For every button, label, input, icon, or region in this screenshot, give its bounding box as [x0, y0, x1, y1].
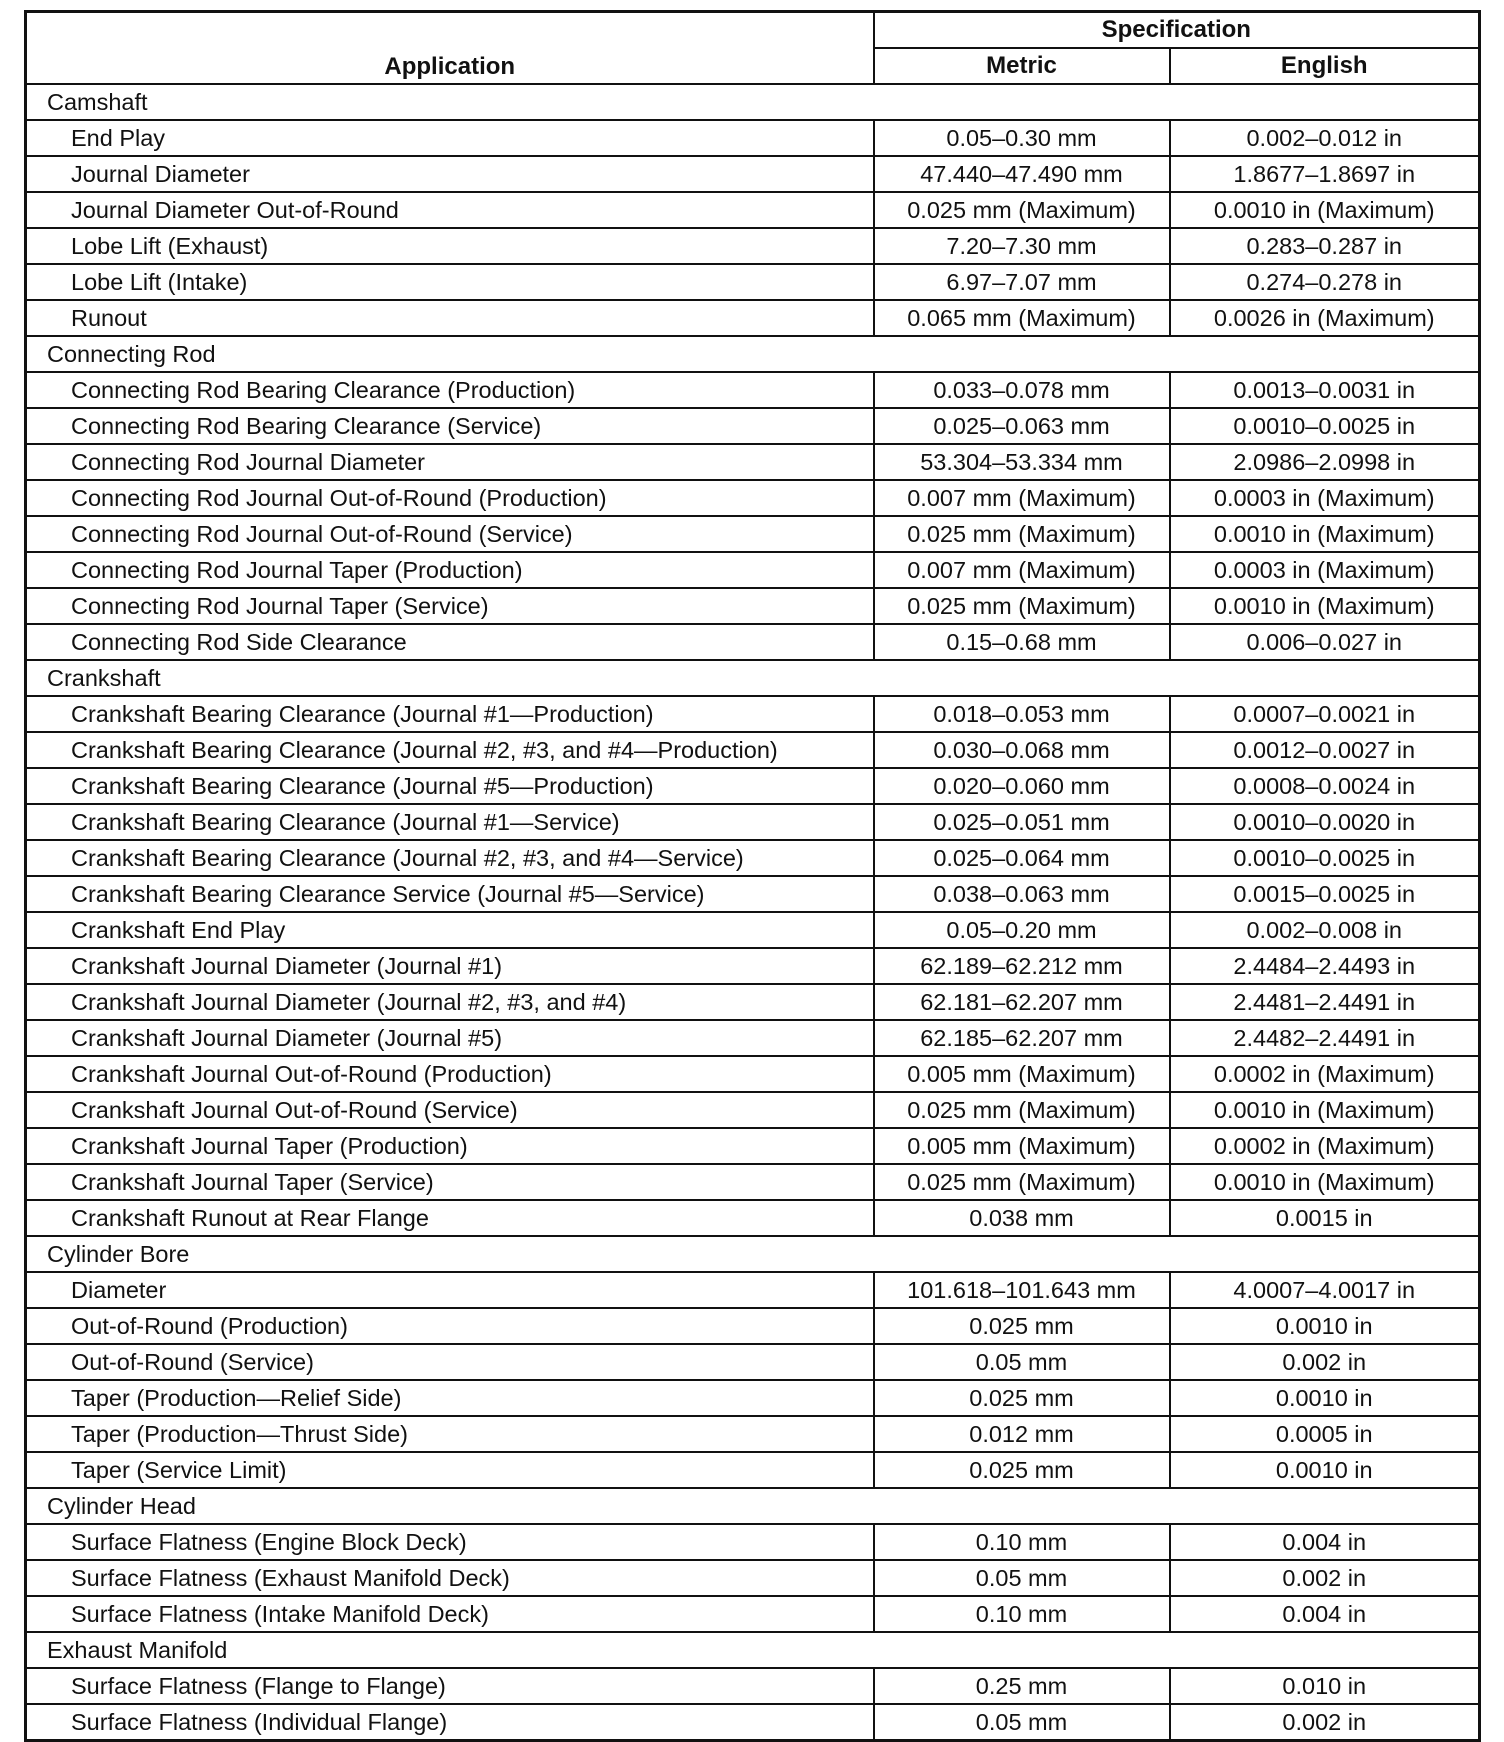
application-cell: Connecting Rod Journal Taper (Service) [26, 588, 874, 624]
table-row [26, 1128, 1480, 1164]
application-cell: Lobe Lift (Intake) [26, 264, 874, 300]
application-cell: Crankshaft End Play [26, 912, 874, 948]
metric-cell: 0.025 mm [874, 1380, 1170, 1416]
table-row [26, 1596, 1480, 1632]
english-cell: 0.283–0.287 in [1170, 228, 1480, 264]
english-cell: 0.006–0.027 in [1170, 624, 1480, 660]
english-cell: 0.0010–0.0025 in [1170, 840, 1480, 876]
metric-cell: 0.05–0.30 mm [874, 120, 1170, 156]
metric-cell: 0.007 mm (Maximum) [874, 552, 1170, 588]
metric-cell: 0.025 mm (Maximum) [874, 1092, 1170, 1128]
section-title: Exhaust Manifold [26, 1632, 1480, 1668]
application-cell: Journal Diameter Out-of-Round [26, 192, 874, 228]
table-row [26, 552, 1480, 588]
metric-cell: 0.005 mm (Maximum) [874, 1056, 1170, 1092]
metric-cell: 0.065 mm (Maximum) [874, 300, 1170, 336]
table-row [26, 120, 1480, 156]
application-cell: Connecting Rod Bearing Clearance (Service) [26, 408, 874, 444]
application-cell: Connecting Rod Journal Out-of-Round (Service) [26, 516, 874, 552]
metric-cell: 0.025–0.064 mm [874, 840, 1170, 876]
section-row [26, 1632, 1480, 1668]
table-row [26, 1668, 1480, 1704]
english-cell: 0.0003 in (Maximum) [1170, 480, 1480, 516]
english-cell: 0.002 in [1170, 1704, 1480, 1741]
metric-cell: 0.05 mm [874, 1704, 1170, 1741]
application-cell: Out-of-Round (Production) [26, 1308, 874, 1344]
application-cell: Connecting Rod Journal Taper (Production) [26, 552, 874, 588]
application-cell: Crankshaft Journal Taper (Service) [26, 1164, 874, 1200]
english-cell: 0.0012–0.0027 in [1170, 732, 1480, 768]
application-cell: Crankshaft Journal Out-of-Round (Production) [26, 1056, 874, 1092]
application-cell: Surface Flatness (Individual Flange) [26, 1704, 874, 1741]
metric-cell: 0.007 mm (Maximum) [874, 480, 1170, 516]
application-cell: Journal Diameter [26, 156, 874, 192]
metric-cell: 6.97–7.07 mm [874, 264, 1170, 300]
metric-cell: 0.025 mm [874, 1308, 1170, 1344]
table-row [26, 912, 1480, 948]
table-body [26, 84, 1480, 1741]
english-cell: 0.0010 in [1170, 1380, 1480, 1416]
english-cell: 0.0003 in (Maximum) [1170, 552, 1480, 588]
application-cell: Connecting Rod Journal Diameter [26, 444, 874, 480]
application-cell: Taper (Service Limit) [26, 1452, 874, 1488]
table-row [26, 444, 1480, 480]
application-cell: Lobe Lift (Exhaust) [26, 228, 874, 264]
application-header: Application [26, 12, 874, 85]
table-row [26, 1452, 1480, 1488]
section-row [26, 660, 1480, 696]
metric-cell: 62.185–62.207 mm [874, 1020, 1170, 1056]
metric-cell: 0.025–0.063 mm [874, 408, 1170, 444]
english-cell: 2.0986–2.0998 in [1170, 444, 1480, 480]
metric-cell: 62.181–62.207 mm [874, 984, 1170, 1020]
metric-cell: 0.10 mm [874, 1596, 1170, 1632]
table-row [26, 192, 1480, 228]
english-cell: 0.0010 in [1170, 1452, 1480, 1488]
table-row [26, 1380, 1480, 1416]
table-row [26, 1200, 1480, 1236]
metric-cell: 0.05 mm [874, 1344, 1170, 1380]
application-cell: Crankshaft Bearing Clearance (Journal #1—Service) [26, 804, 874, 840]
metric-cell: 0.018–0.053 mm [874, 696, 1170, 732]
english-cell: 0.004 in [1170, 1596, 1480, 1632]
english-cell: 0.0026 in (Maximum) [1170, 300, 1480, 336]
table-row [26, 1344, 1480, 1380]
table-row [26, 624, 1480, 660]
english-cell: 0.004 in [1170, 1524, 1480, 1560]
section-title: Cylinder Bore [26, 1236, 1480, 1272]
application-cell: Crankshaft Journal Diameter (Journal #1) [26, 948, 874, 984]
application-cell: Crankshaft Bearing Clearance (Journal #2, #3, and #4—Production) [26, 732, 874, 768]
metric-cell: 0.033–0.078 mm [874, 372, 1170, 408]
english-cell: 0.002 in [1170, 1560, 1480, 1596]
table-row [26, 480, 1480, 516]
metric-cell: 0.025 mm (Maximum) [874, 1164, 1170, 1200]
metric-cell: 0.025 mm (Maximum) [874, 516, 1170, 552]
english-cell: 0.0005 in [1170, 1416, 1480, 1452]
metric-cell: 0.10 mm [874, 1524, 1170, 1560]
table-row [26, 1560, 1480, 1596]
table-row [26, 948, 1480, 984]
section-row [26, 336, 1480, 372]
section-title: Cylinder Head [26, 1488, 1480, 1524]
table-row [26, 1272, 1480, 1308]
application-cell: Crankshaft Journal Diameter (Journal #2, #3, and #4) [26, 984, 874, 1020]
application-cell: Runout [26, 300, 874, 336]
section-title: Camshaft [26, 84, 1480, 120]
table-row [26, 1056, 1480, 1092]
section-row [26, 1488, 1480, 1524]
table-row [26, 1308, 1480, 1344]
application-cell: Taper (Production—Thrust Side) [26, 1416, 874, 1452]
table-row [26, 228, 1480, 264]
table-row [26, 984, 1480, 1020]
metric-cell: 0.25 mm [874, 1668, 1170, 1704]
english-cell: 0.0010 in (Maximum) [1170, 1164, 1480, 1200]
table-row [26, 264, 1480, 300]
application-cell: End Play [26, 120, 874, 156]
english-cell: 2.4484–2.4493 in [1170, 948, 1480, 984]
application-cell: Surface Flatness (Engine Block Deck) [26, 1524, 874, 1560]
english-cell: 0.002–0.012 in [1170, 120, 1480, 156]
application-cell: Diameter [26, 1272, 874, 1308]
metric-header: Metric [874, 48, 1170, 84]
english-cell: 0.0007–0.0021 in [1170, 696, 1480, 732]
metric-cell: 0.038–0.063 mm [874, 876, 1170, 912]
english-cell: 0.0010–0.0025 in [1170, 408, 1480, 444]
section-row [26, 84, 1480, 120]
table-row [26, 300, 1480, 336]
application-cell: Crankshaft Bearing Clearance Service (Journal #5—Service) [26, 876, 874, 912]
metric-cell: 0.05 mm [874, 1560, 1170, 1596]
english-cell: 0.0002 in (Maximum) [1170, 1128, 1480, 1164]
application-cell: Crankshaft Journal Out-of-Round (Service) [26, 1092, 874, 1128]
english-cell: 0.0010 in (Maximum) [1170, 588, 1480, 624]
table-row [26, 1416, 1480, 1452]
english-cell: 0.002–0.008 in [1170, 912, 1480, 948]
table-row [26, 696, 1480, 732]
metric-cell: 0.012 mm [874, 1416, 1170, 1452]
application-cell: Crankshaft Bearing Clearance (Journal #2, #3, and #4—Service) [26, 840, 874, 876]
specification-header: Specification [874, 12, 1480, 49]
table-row [26, 408, 1480, 444]
english-cell: 2.4482–2.4491 in [1170, 1020, 1480, 1056]
application-cell: Connecting Rod Bearing Clearance (Production) [26, 372, 874, 408]
table-row [26, 588, 1480, 624]
english-cell: 1.8677–1.8697 in [1170, 156, 1480, 192]
application-cell: Surface Flatness (Exhaust Manifold Deck) [26, 1560, 874, 1596]
english-cell: 0.0010 in (Maximum) [1170, 192, 1480, 228]
specification-table [24, 10, 1481, 1742]
application-cell: Crankshaft Journal Diameter (Journal #5) [26, 1020, 874, 1056]
header-row-top [26, 12, 1480, 49]
english-cell: 0.0015 in [1170, 1200, 1480, 1236]
table-row [26, 1164, 1480, 1200]
english-cell: 4.0007–4.0017 in [1170, 1272, 1480, 1308]
application-cell: Connecting Rod Side Clearance [26, 624, 874, 660]
english-cell: 0.274–0.278 in [1170, 264, 1480, 300]
metric-cell: 0.020–0.060 mm [874, 768, 1170, 804]
application-cell: Surface Flatness (Intake Manifold Deck) [26, 1596, 874, 1632]
metric-cell: 47.440–47.490 mm [874, 156, 1170, 192]
metric-cell: 0.025 mm [874, 1452, 1170, 1488]
metric-cell: 62.189–62.212 mm [874, 948, 1170, 984]
metric-cell: 0.030–0.068 mm [874, 732, 1170, 768]
application-cell: Taper (Production—Relief Side) [26, 1380, 874, 1416]
table-row [26, 876, 1480, 912]
english-cell: 0.0013–0.0031 in [1170, 372, 1480, 408]
metric-cell: 0.15–0.68 mm [874, 624, 1170, 660]
table-header [26, 12, 1480, 85]
table-row [26, 1704, 1480, 1741]
english-cell: 0.010 in [1170, 1668, 1480, 1704]
english-cell: 0.0015–0.0025 in [1170, 876, 1480, 912]
english-cell: 0.0010–0.0020 in [1170, 804, 1480, 840]
metric-cell: 53.304–53.334 mm [874, 444, 1170, 480]
english-cell: 0.0010 in [1170, 1308, 1480, 1344]
table-row [26, 372, 1480, 408]
table-row [26, 804, 1480, 840]
section-row [26, 1236, 1480, 1272]
metric-cell: 101.618–101.643 mm [874, 1272, 1170, 1308]
metric-cell: 0.025 mm (Maximum) [874, 192, 1170, 228]
english-cell: 0.002 in [1170, 1344, 1480, 1380]
application-cell: Crankshaft Journal Taper (Production) [26, 1128, 874, 1164]
english-cell: 0.0010 in (Maximum) [1170, 1092, 1480, 1128]
application-cell: Connecting Rod Journal Out-of-Round (Production) [26, 480, 874, 516]
table-row [26, 1092, 1480, 1128]
table-row [26, 516, 1480, 552]
table-row [26, 732, 1480, 768]
metric-cell: 7.20–7.30 mm [874, 228, 1170, 264]
english-header: English [1170, 48, 1480, 84]
application-cell: Crankshaft Bearing Clearance (Journal #1—Production) [26, 696, 874, 732]
english-cell: 0.0008–0.0024 in [1170, 768, 1480, 804]
section-title: Crankshaft [26, 660, 1480, 696]
english-cell: 0.0010 in (Maximum) [1170, 516, 1480, 552]
metric-cell: 0.025 mm (Maximum) [874, 588, 1170, 624]
table-row [26, 156, 1480, 192]
section-title: Connecting Rod [26, 336, 1480, 372]
metric-cell: 0.05–0.20 mm [874, 912, 1170, 948]
metric-cell: 0.025–0.051 mm [874, 804, 1170, 840]
table-row [26, 1020, 1480, 1056]
application-cell: Surface Flatness (Flange to Flange) [26, 1668, 874, 1704]
table-row [26, 1524, 1480, 1560]
application-cell: Crankshaft Runout at Rear Flange [26, 1200, 874, 1236]
table-row [26, 768, 1480, 804]
metric-cell: 0.038 mm [874, 1200, 1170, 1236]
english-cell: 2.4481–2.4491 in [1170, 984, 1480, 1020]
application-cell: Crankshaft Bearing Clearance (Journal #5—Production) [26, 768, 874, 804]
english-cell: 0.0002 in (Maximum) [1170, 1056, 1480, 1092]
table-row [26, 840, 1480, 876]
metric-cell: 0.005 mm (Maximum) [874, 1128, 1170, 1164]
application-cell: Out-of-Round (Service) [26, 1344, 874, 1380]
